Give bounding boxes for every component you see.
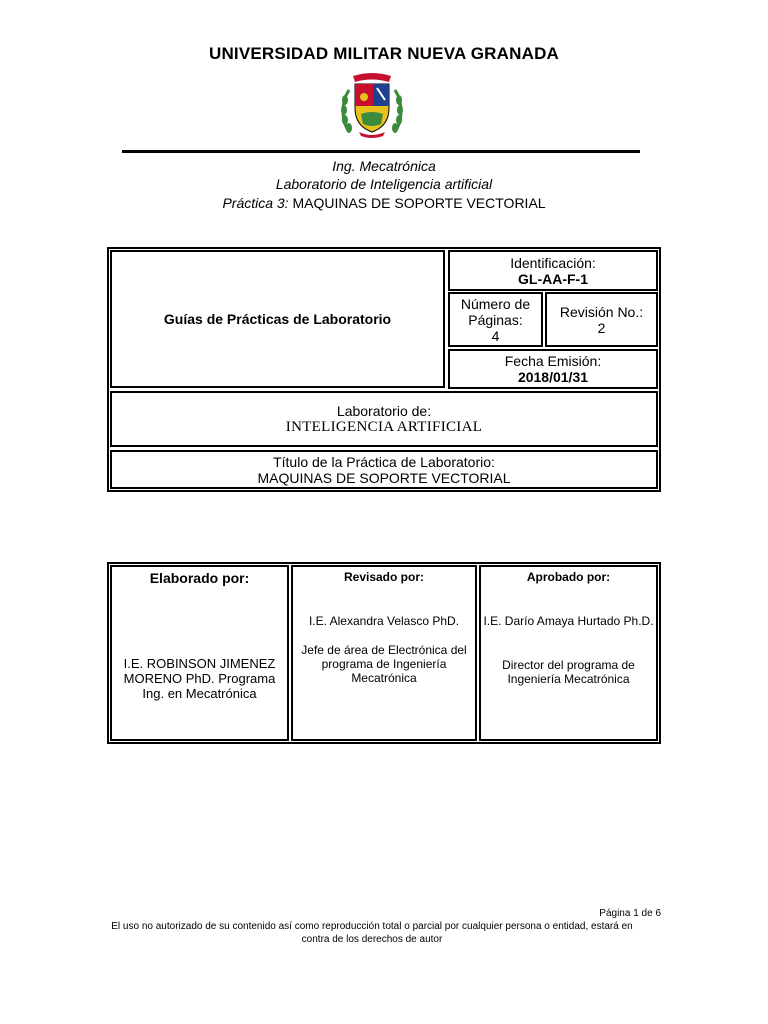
prepared-by: I.E. ROBINSON JIMENEZ MORENO PhD. Programa Ing. en Mecatrónica [123, 656, 276, 701]
date-value: 2018/01/31 [517, 369, 589, 385]
approved-by: I.E. Darío Amaya Hurtado Ph.D. [483, 614, 654, 628]
date-cell [448, 349, 658, 389]
university-title: UNIVERSIDAD MILITAR NUEVA GRANADA [208, 44, 560, 63]
revision-label: Revisión No.: [559, 303, 644, 320]
lab-name: Laboratorio de Inteligencia artificial [275, 176, 493, 192]
page-number: Página 1 de 6 [599, 908, 661, 919]
approved-label: Aprobado por: [526, 570, 611, 584]
guide-label-cell [110, 250, 445, 388]
identification-value: GL-AA-F-1 [518, 270, 588, 287]
reviewed-cell [291, 565, 477, 741]
revision-cell [545, 292, 658, 347]
practice-title: MAQUINAS DE SOPORTE VECTORIAL [292, 195, 546, 211]
identification-label: Identificación: [510, 254, 596, 271]
laboratory-cell [110, 391, 658, 447]
date-label: Fecha Emisión: [504, 353, 602, 369]
practice-title-value: MAQUINAS DE SOPORTE VECTORIAL [257, 469, 511, 486]
pages-value: 4 [491, 327, 500, 344]
copyright-notice-line1: El uso no autorizado de su contenido así como reproducción total o parcial por cualquier persona o entidad, estará en [111, 921, 633, 932]
practice-title-cell [110, 450, 658, 489]
program-name: Ing. Mecatrónica [332, 158, 436, 174]
reviewed-label: Revisado por: [343, 570, 424, 584]
identification-cell [448, 250, 658, 291]
revision-value: 2 [597, 319, 606, 336]
pages-label: Número de Páginas: [460, 295, 531, 328]
practice-title-label: Título de la Práctica de Laboratorio: [273, 453, 495, 470]
header-divider [122, 150, 640, 153]
prepared-cell [110, 565, 289, 741]
prepared-label: Elaborado por: [149, 570, 250, 586]
guide-label: Guías de Prácticas de Laboratorio [163, 311, 392, 327]
university-crest-icon [337, 70, 407, 140]
pages-cell [448, 292, 543, 347]
copyright-notice-line2: contra de los derechos de autor [301, 934, 443, 945]
reviewed-role: Jefe de área de Electrónica del programa de Ingeniería Mecatrónica [301, 643, 467, 685]
approved-role: Director del programa de Ingeniería Mecatrónica [502, 658, 635, 686]
laboratory-label: Laboratorio de: [336, 403, 432, 419]
approved-cell [479, 565, 658, 741]
practice-prefix: Práctica 3: [222, 195, 289, 211]
practice-heading [0, 195, 768, 211]
reviewed-by: I.E. Alexandra Velasco PhD. [308, 614, 460, 628]
laboratory-value: INTELIGENCIA ARTIFICIAL [285, 419, 483, 435]
